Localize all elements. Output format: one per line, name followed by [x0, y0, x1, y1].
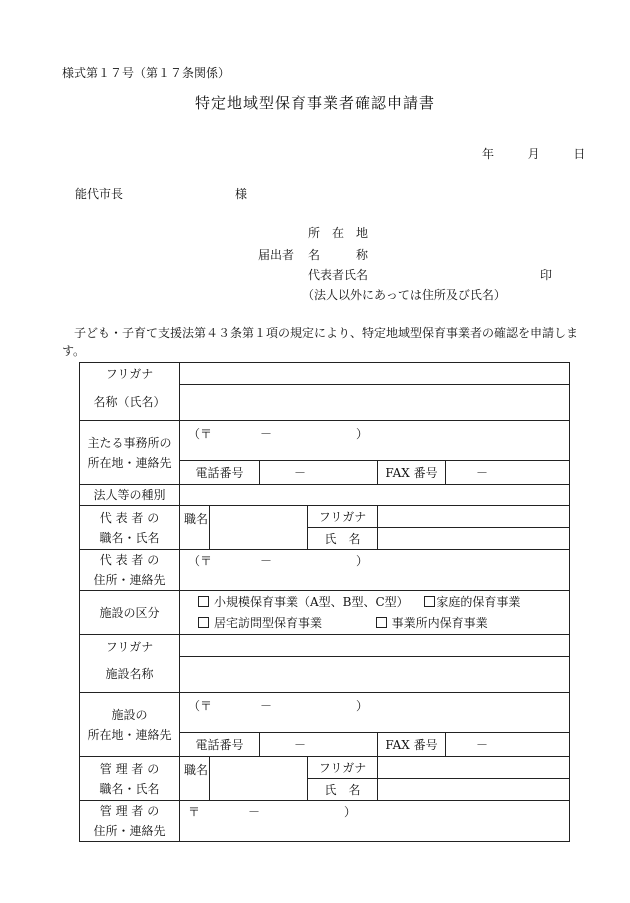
facility-furigana-label: フリガナ — [80, 635, 180, 657]
rep-addr-postal[interactable]: （〒 － ） — [180, 550, 570, 591]
rep-addr-label-line2: 住所・連絡先 — [93, 573, 166, 587]
mgr-addr-label-line1: 管 理 者 の — [99, 804, 160, 818]
mgr-furigana-label: フリガナ — [308, 757, 378, 779]
applicant-name-label: 名 称 — [308, 248, 369, 262]
mgr-furigana-input[interactable] — [378, 757, 570, 779]
office-postal[interactable]: （〒 － ） — [180, 421, 570, 461]
applicant-role-label: 届出者 — [258, 248, 295, 262]
application-table — [79, 362, 570, 842]
rep-name-label: 氏 名 — [308, 528, 378, 550]
applicant-rep-label: 代表者氏名 — [308, 268, 369, 282]
office-fax-input[interactable]: － — [446, 461, 570, 485]
facility-addr-label — [80, 693, 180, 757]
facility-type-small-checkbox[interactable] — [198, 595, 409, 609]
name-input[interactable] — [180, 385, 570, 421]
date-year: 年 — [482, 147, 495, 161]
name-label: 名称（氏名） — [80, 385, 180, 421]
office-label-line2: 所在地・連絡先 — [87, 455, 172, 470]
facility-fax-label: FAX 番号 — [378, 733, 446, 757]
office-fax-label: FAX 番号 — [378, 461, 446, 485]
mgr-title-label: 職名 — [180, 757, 210, 801]
facility-type-visit-checkbox[interactable] — [198, 616, 322, 630]
facility-type-options — [180, 591, 570, 635]
facility-type-workplace-label: 事業所内保育事業 — [391, 615, 488, 630]
facility-name-label: 施設名称 — [80, 657, 180, 693]
date-day: 日 — [573, 147, 586, 161]
facility-type-label: 施設の区分 — [80, 591, 180, 635]
office-phone-label: 電話番号 — [180, 461, 260, 485]
body-text: 子ども・子育て支援法第４３条第１項の規定により、特定地域型保育事業者の確認を申請します。 — [62, 326, 579, 358]
furigana-input[interactable] — [180, 363, 570, 385]
corp-type-input[interactable] — [180, 485, 570, 506]
facility-type-visit-label: 居宅訪問型保育事業 — [214, 615, 323, 630]
facility-addr-label-line1: 施設の — [111, 707, 148, 722]
facility-addr-label-line2: 所在地・連絡先 — [87, 727, 172, 742]
facility-name-input[interactable] — [180, 657, 570, 693]
date-line — [482, 145, 585, 162]
rep-title-label: 職名 — [180, 506, 210, 550]
mgr-name-input[interactable] — [378, 779, 570, 801]
applicant-location-label: 所 在 地 — [308, 226, 369, 240]
facility-fax-input[interactable]: － — [446, 733, 570, 757]
rep-label — [80, 506, 180, 550]
seal-mark: 印 — [540, 268, 553, 282]
mgr-name-label: 氏 名 — [308, 779, 378, 801]
facility-type-home-checkbox[interactable] — [424, 595, 520, 609]
addressee-name: 能代市長 — [75, 187, 124, 201]
facility-postal[interactable]: （〒 － ） — [180, 693, 570, 733]
facility-phone-label: 電話番号 — [180, 733, 260, 757]
mgr-addr-label-line2: 住所・連絡先 — [93, 824, 166, 838]
facility-type-small-label: 小規模保育事業（A型、B型、C型） — [214, 594, 409, 609]
rep-furigana-input[interactable] — [378, 506, 570, 528]
facility-type-workplace-checkbox[interactable] — [376, 616, 488, 630]
mgr-label-line1: 管 理 者 の — [99, 761, 160, 776]
addressee — [75, 185, 248, 202]
page-title: 特定地域型保育事業者確認申請書 — [194, 94, 435, 112]
facility-type-home-label: 家庭的保育事業 — [436, 594, 521, 609]
facility-furigana-input[interactable] — [180, 635, 570, 657]
rep-name-input[interactable] — [378, 528, 570, 550]
mgr-title-input[interactable] — [210, 757, 308, 801]
mgr-addr-label — [80, 801, 180, 842]
office-label-line1: 主たる事務所の — [87, 435, 172, 450]
mgr-label — [80, 757, 180, 801]
office-phone-input[interactable]: － — [260, 461, 378, 485]
facility-phone-input[interactable]: － — [260, 733, 378, 757]
office-label — [80, 421, 180, 485]
honorific: 様 — [235, 187, 248, 201]
mgr-label-line2: 職名・氏名 — [99, 781, 160, 796]
mgr-addr-postal[interactable]: 〒 － ） — [180, 801, 570, 842]
rep-label-line2: 職名・氏名 — [99, 530, 160, 545]
applicant-note: （法人以外にあっては住所及び氏名） — [302, 288, 506, 302]
date-month: 月 — [527, 147, 540, 161]
rep-furigana-label: フリガナ — [308, 506, 378, 528]
corp-type-label: 法人等の種別 — [80, 485, 180, 506]
rep-addr-label — [80, 550, 180, 591]
furigana-label: フリガナ — [80, 363, 180, 385]
rep-label-line1: 代 表 者 の — [99, 510, 160, 525]
rep-addr-label-line1: 代 表 者 の — [99, 553, 160, 567]
form-number: 様式第１７号（第１７条関係） — [62, 66, 231, 80]
rep-title-input[interactable] — [210, 506, 308, 550]
